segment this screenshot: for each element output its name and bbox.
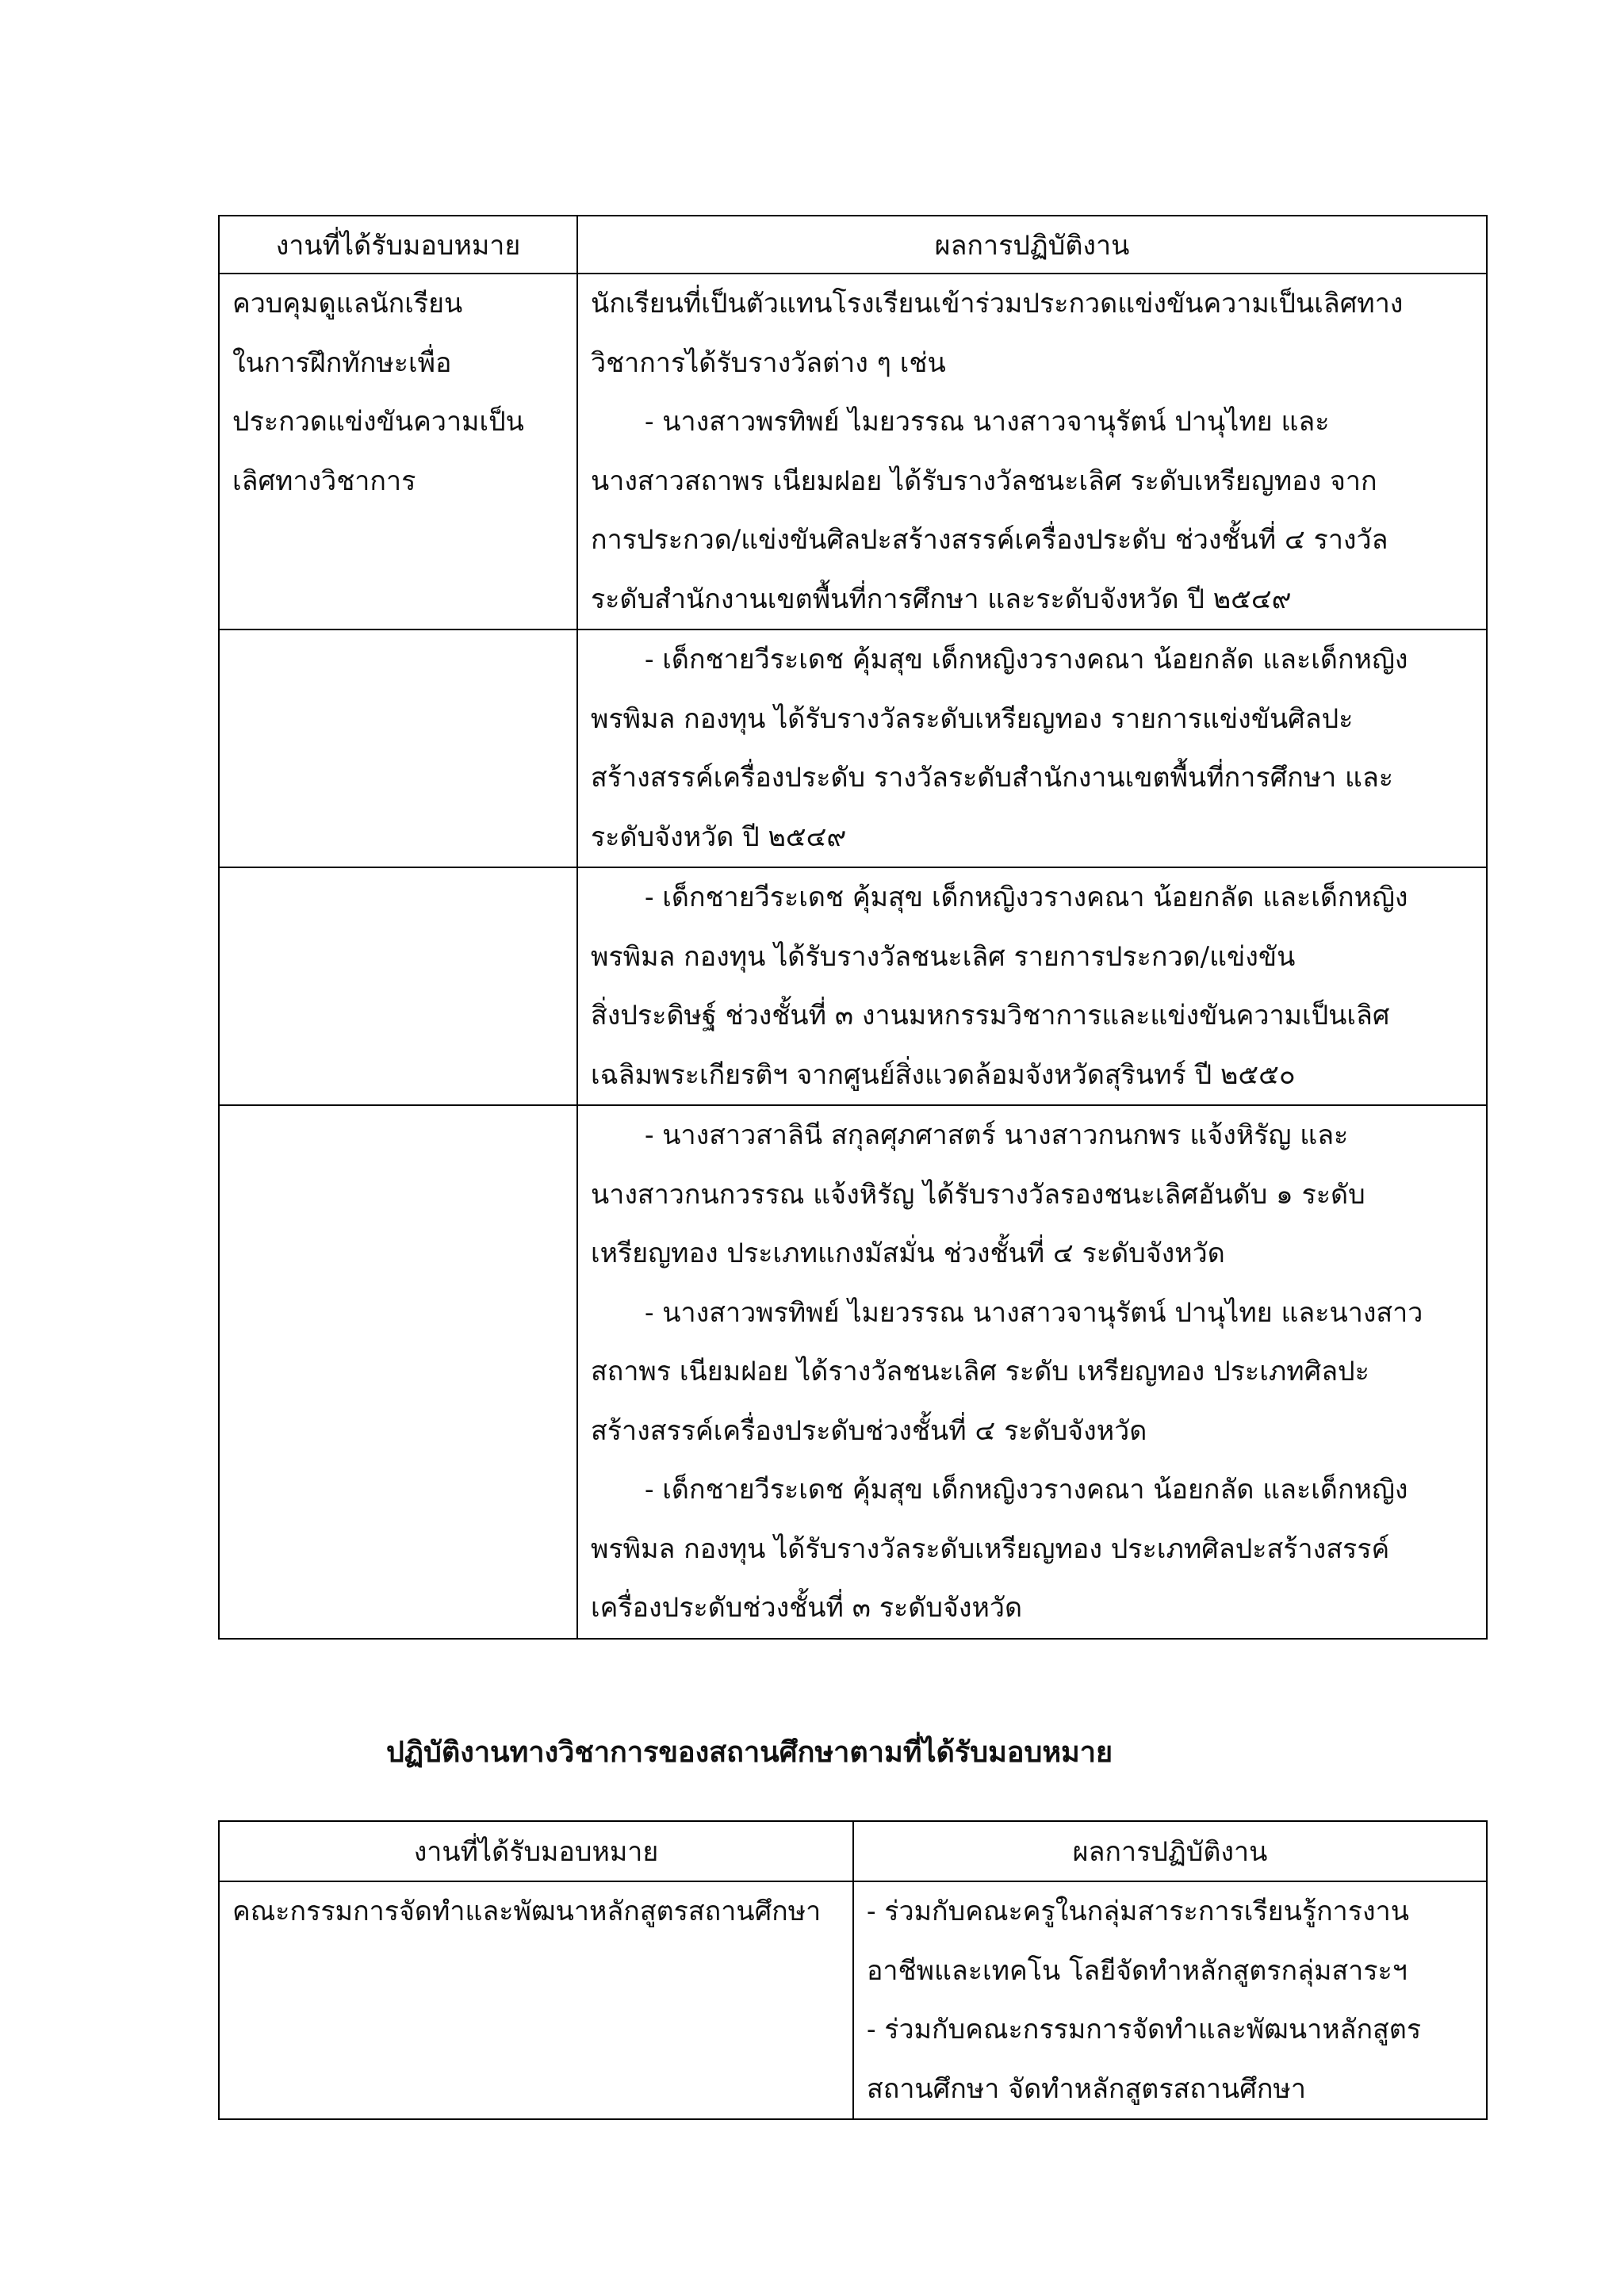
column-header-result: ผลการปฏิบัติงาน xyxy=(853,1821,1487,1881)
column-header-result: ผลการปฏิบัติงาน xyxy=(577,216,1487,274)
result-line: - เด็กชายวีระเดช คุ้มสุข เด็กหญิงวรางคณา น้อยกลัด และเด็กหญิง xyxy=(645,1474,1408,1506)
table-row xyxy=(219,867,1487,1105)
table-header-row xyxy=(219,216,1487,274)
task-cell xyxy=(219,274,577,629)
table-row xyxy=(219,1105,1487,1639)
result-line: พรพิมล กองทุน ได้รับรางวัลระดับเหรียญทอง ประเภทศิลปะสร้างสรรค์ xyxy=(591,1533,1390,1565)
result-line: วิชาการได้รับรางวัลต่าง ๆ เช่น xyxy=(591,346,946,379)
result-cell xyxy=(577,274,1487,629)
table-row xyxy=(219,629,1487,867)
table-row xyxy=(219,1881,1487,2119)
task-cell xyxy=(219,1105,577,1639)
result-line: เหรียญทอง ประเภทแกงมัสมั่น ช่วงชั้นที่ ๔ ระดับจังหวัด xyxy=(591,1238,1225,1269)
task-line: ในการฝึกทักษะเพื่อ xyxy=(232,346,452,379)
result-line: เครื่องประดับช่วงชั้นที่ ๓ ระดับจังหวัด xyxy=(591,1592,1023,1624)
result-line: ระดับจังหวัด ปี ๒๕๔๙ xyxy=(591,821,847,853)
result-line: - ร่วมกับคณะครูในกลุ่มสาระการเรียนรู้การงาน xyxy=(867,1896,1409,1927)
result-line: พรพิมล กองทุน ได้รับรางวัลชนะเลิศ รายการประกวด/แข่งขัน xyxy=(591,940,1296,973)
academic-duty-table xyxy=(218,1820,1488,2120)
task-line: เลิศทางวิชาการ xyxy=(232,465,416,497)
result-line: พรพิมล กองทุน ได้รับรางวัลระดับเหรียญทอง รายการแข่งขันศิลปะ xyxy=(591,702,1354,735)
result-line: ระดับสำนักงานเขตพื้นที่การศึกษา และระดับจังหวัด ปี ๒๕๔๙ xyxy=(591,583,1292,615)
result-line: - นางสาวพรทิพย์ ไมยวรรณ นางสาวจานุรัตน์ ปานุไทย และ xyxy=(645,406,1330,438)
result-line: สร้างสรรค์เครื่องประดับช่วงชั้นที่ ๔ ระดับจังหวัด xyxy=(591,1414,1147,1447)
result-line: อาชีพและเทคโน โลยีจัดทำหลักสูตรกลุ่มสาระฯ xyxy=(867,1954,1408,1987)
task-cell xyxy=(219,867,577,1105)
task-line: คณะกรรมการจัดทำและพัฒนาหลักสูตรสถานศึกษา xyxy=(232,1896,822,1927)
result-line: - ร่วมกับคณะกรรมการจัดทำและพัฒนาหลักสูตร xyxy=(867,2014,1422,2045)
task-cell xyxy=(219,1881,853,2119)
result-line: การประกวด/แข่งขันศิลปะสร้างสรรค์เครื่องประดับ ช่วงชั้นที่ ๔ รางวัล xyxy=(591,524,1388,556)
task-cell xyxy=(219,629,577,867)
result-line: - นางสาวสาลินี สกุลศุภศาสตร์ นางสาวกนกพร แจ้งหิรัญ และ xyxy=(645,1119,1349,1151)
result-line: - นางสาวพรทิพย์ ไมยวรรณ นางสาวจานุรัตน์ ปานุไทย และนางสาว xyxy=(645,1296,1423,1329)
result-line: สร้างสรรค์เครื่องประดับ รางวัลระดับสำนักงานเขตพื้นที่การศึกษา และ xyxy=(591,762,1394,794)
result-line: นางสาวกนกวรรณ แจ้งหิรัญ ได้รับรางวัลรองชนะเลิศอันดับ ๑ ระดับ xyxy=(591,1178,1365,1211)
result-cell xyxy=(577,867,1487,1105)
column-header-task: งานที่ได้รับมอบหมาย xyxy=(219,216,577,274)
result-cell xyxy=(577,629,1487,867)
section-heading: ปฏิบัติงานทางวิชาการของสถานศึกษาตามที่ได้รับมอบหมาย xyxy=(386,1735,1113,1769)
result-line: - เด็กชายวีระเดช คุ้มสุข เด็กหญิงวรางคณา น้อยกลัด และเด็กหญิง xyxy=(645,644,1408,675)
result-cell xyxy=(577,1105,1487,1639)
column-header-task: งานที่ได้รับมอบหมาย xyxy=(219,1821,853,1881)
task-line: ประกวดแข่งขันความเป็น xyxy=(232,406,524,438)
table-header-row xyxy=(219,1821,1487,1881)
result-cell xyxy=(853,1881,1487,2119)
result-line: - เด็กชายวีระเดช คุ้มสุข เด็กหญิงวรางคณา น้อยกลัด และเด็กหญิง xyxy=(645,882,1408,913)
result-line: สถานศึกษา จัดทำหลักสูตรสถานศึกษา xyxy=(867,2072,1306,2105)
result-line: สถาพร เนียมฝอย ได้รางวัลชนะเลิศ ระดับ เหรียญทอง ประเภทศิลปะ xyxy=(591,1356,1369,1387)
result-line: สิ่งประดิษฐ์ ช่วงชั้นที่ ๓ งานมหกรรมวิชาการและแข่งขันความเป็นเลิศ xyxy=(591,1000,1390,1031)
result-line: นางสาวสถาพร เนียมฝอย ได้รับรางวัลชนะเลิศ ระดับเหรียญทอง จาก xyxy=(591,465,1377,497)
result-line: เฉลิมพระเกียรติฯ จากศูนย์สิ่งแวดล้อมจังหวัดสุรินทร์ ปี ๒๕๕๐ xyxy=(591,1058,1296,1091)
task-line: ควบคุมดูแลนักเรียน xyxy=(232,288,463,320)
achievement-table xyxy=(218,215,1488,1640)
result-line: นักเรียนที่เป็นตัวแทนโรงเรียนเข้าร่วมประกวดแข่งขันความเป็นเลิศทาง xyxy=(591,288,1404,320)
table-row xyxy=(219,274,1487,629)
